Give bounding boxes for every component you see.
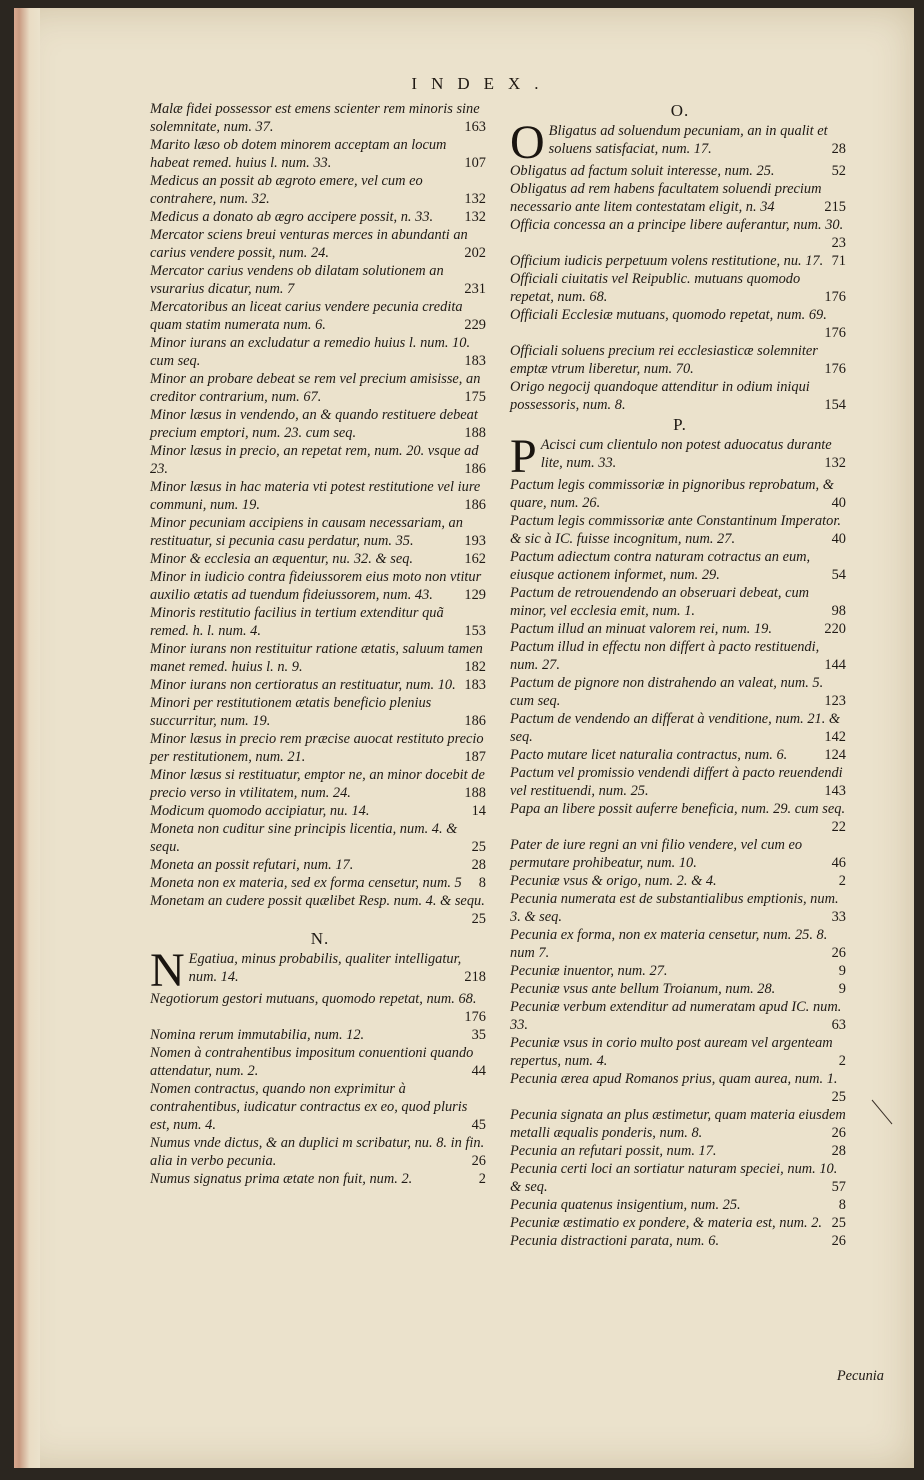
index-entry-text: Pactum legis commissoriæ in pignoribus reprobatum, & quare, num. 26. xyxy=(510,477,834,511)
index-entry xyxy=(510,1160,850,1196)
index-entry-text: Negotiorum gestori mutuans, quomodo repetat, num. 68. xyxy=(150,991,477,1007)
index-entry xyxy=(510,980,850,998)
right-column xyxy=(510,100,850,1250)
index-page-number: 2 xyxy=(838,1053,846,1069)
index-entry-text: Officiali Ecclesiæ mutuans, quomodo repetat, num. 69. xyxy=(510,307,827,323)
index-page-number: 54 xyxy=(831,567,846,583)
index-page-number: 40 xyxy=(831,495,846,511)
index-page-number: 26 xyxy=(831,945,846,961)
index-entry-text: Minor in iudicio contra fideiussorem eius moto non vtitur auxilio ætatis ad tuendum fideiussorem, num. 43. xyxy=(150,569,482,603)
index-entry-text: Numus vnde dictus, & an duplici m scribatur, nu. 8. in fin. alia in verbo pecunia. xyxy=(150,1135,485,1169)
index-entry-text: Nomen à contrahentibus impositum conuentioni quando attendatur, num. 2. xyxy=(150,1045,474,1079)
index-entry xyxy=(510,476,850,512)
index-entry-text: Moneta non cuditur sine principis licentia, num. 4. & sequ. xyxy=(150,821,458,855)
index-entry-text: Minor læsus si restituatur, emptor ne, an minor docebit de precio verso in vtilitatem, num. 24. xyxy=(150,767,485,801)
index-entry xyxy=(150,820,490,856)
index-entry xyxy=(150,568,490,604)
index-entry xyxy=(510,180,850,216)
index-entry xyxy=(510,162,850,180)
index-page-number: 25 xyxy=(471,911,486,927)
index-entry-text: Bligatus ad soluendum pecuniam, an in qualit et soluens satisfaciat, num. 17. xyxy=(548,123,828,157)
index-page-number: 45 xyxy=(471,1117,486,1133)
index-page-number: 218 xyxy=(464,969,486,985)
index-page-number: 188 xyxy=(464,425,486,441)
index-entry xyxy=(150,550,490,568)
index-entry xyxy=(150,1044,490,1080)
index-entry xyxy=(150,802,490,820)
index-entry xyxy=(150,676,490,694)
index-page-number: 8 xyxy=(838,1197,846,1213)
catchword: Pecunia xyxy=(836,1368,884,1384)
index-entry-text: Papa an libere possit auferre beneficia, num. 29. cum seq. xyxy=(510,801,846,817)
index-entry-text: Medicus an possit ab ægroto emere, vel cum eo contrahere, num. 32. xyxy=(150,173,423,207)
index-entry-text: Minoris restitutio facilius in tertium extenditur quã remed. h. l. num. 4. xyxy=(150,605,444,639)
index-entry xyxy=(510,430,850,483)
index-page-number: 186 xyxy=(464,713,486,729)
index-entry xyxy=(510,116,850,169)
index-entry xyxy=(150,1026,490,1044)
index-entry xyxy=(510,1034,850,1070)
index-entry-text: Mercator sciens breui venturas merces in abundanti an carius vendere possit, num. 24. xyxy=(150,227,468,261)
index-entry-text: Origo negocij quandoque attenditur in odium iniqui possessoris, num. 8. xyxy=(510,379,810,413)
index-entry xyxy=(150,478,490,514)
index-page-number: 25 xyxy=(471,839,486,855)
index-entry xyxy=(510,1106,850,1142)
index-entry xyxy=(150,604,490,640)
index-entry xyxy=(510,926,850,962)
index-entry-text: Pactum de pignore non distrahendo an valeat, num. 5. cum seq. xyxy=(510,675,824,709)
index-page-number: 98 xyxy=(831,603,846,619)
page-spine-edge xyxy=(14,8,40,1468)
index-entry-text: Obligatus ad factum soluit interesse, num. 25. xyxy=(510,163,775,179)
index-entry xyxy=(510,764,850,800)
index-entry-text: Acisci cum clientulo non potest aduocatus durante lite, num. 33. xyxy=(540,437,832,471)
index-entry xyxy=(510,710,850,746)
index-page-number: 44 xyxy=(471,1063,486,1079)
index-entry xyxy=(510,1070,850,1106)
index-entry xyxy=(150,262,490,298)
index-entry xyxy=(510,638,850,674)
index-entry-text: Monetam an cudere possit quælibet Resp. num. 4. & sequ. xyxy=(150,893,485,909)
section-heading-n: N. xyxy=(310,929,330,948)
index-entry xyxy=(150,640,490,676)
index-page-number: 23 xyxy=(831,235,846,251)
index-entry-text: Nomen contractus, quando non exprimitur à contrahentibus, iudicatur contractus ex eo, quod pluris est, num. 4. xyxy=(150,1081,468,1133)
index-entry xyxy=(150,892,490,928)
index-entry-text: Officia concessa an a principe libere auferantur, num. 30. xyxy=(510,217,844,233)
index-entry-text: Pactum de vendendo an differat à venditione, num. 21. & seq. xyxy=(510,711,841,745)
index-page-number: 162 xyxy=(464,551,486,567)
index-entry-text: Egatiua, minus probabilis, qualiter intelligatur, num. 14. xyxy=(188,951,462,985)
index-page-number: 2 xyxy=(478,1171,486,1187)
index-page-number: 129 xyxy=(464,587,486,603)
index-entry-text: Minor iurans non restituitur ratione ætatis, saluum tamen manet remed. huius l. n. 9. xyxy=(150,641,483,675)
section-heading-p: P. xyxy=(673,415,687,434)
index-entry-text: Medicus a donato ab ægro accipere possit, n. 33. xyxy=(150,209,434,225)
index-entry-text: Minor & ecclesia an æquentur, nu. 32. & seq. xyxy=(150,551,414,567)
index-page-number: 26 xyxy=(471,1153,486,1169)
index-entry xyxy=(150,514,490,550)
index-entry xyxy=(150,172,490,208)
index-page-number: 25 xyxy=(831,1215,846,1231)
index-entry xyxy=(510,1196,850,1214)
index-entry-text: Pecunia ærea apud Romanos prius, quam aurea, num. 1. xyxy=(510,1071,838,1087)
index-page-number: 176 xyxy=(824,289,846,305)
left-column xyxy=(150,100,490,1188)
index-page-number: 182 xyxy=(464,659,486,675)
index-entry xyxy=(150,730,490,766)
index-page-number: 186 xyxy=(464,461,486,477)
index-entry-text: Marito læso ob dotem minorem acceptam an locum habeat remed. huius l. num. 33. xyxy=(150,137,447,171)
index-entry-text: Pecunia distractioni parata, num. 6. xyxy=(510,1233,720,1249)
section-heading-o: O. xyxy=(670,101,690,120)
index-entry-text: Pecunia an refutari possit, num. 17. xyxy=(510,1143,717,1159)
index-page-number: 26 xyxy=(831,1125,846,1141)
index-page-number: 25 xyxy=(831,1089,846,1105)
index-page-number: 142 xyxy=(824,729,846,745)
index-page-number: 124 xyxy=(824,747,846,763)
index-entry-text: Pactum adiectum contra naturam cotractus an eum, eiusque actionem informet, num. 29. xyxy=(510,549,811,583)
drop-cap-initial: N xyxy=(150,944,185,997)
index-entry-text: Moneta an possit refutari, num. 17. xyxy=(150,857,354,873)
index-entry xyxy=(150,874,490,892)
index-page-number: 154 xyxy=(824,397,846,413)
index-page-number: 2 xyxy=(838,873,846,889)
index-page-number: 186 xyxy=(464,497,486,513)
index-entry-text: Pecuniæ vsus & origo, num. 2. & 4. xyxy=(510,873,717,889)
index-page-number: 229 xyxy=(464,317,486,333)
index-entry xyxy=(150,406,490,442)
index-entry xyxy=(150,370,490,406)
index-entry xyxy=(510,584,850,620)
index-entry-text: Pecunia certi loci an sortiatur naturam speciei, num. 10. & seq. xyxy=(510,1161,838,1195)
index-entry xyxy=(150,990,490,1026)
index-entry-text: Pactum illud in effectu non differt à pacto restituendi, num. 27. xyxy=(510,639,820,673)
index-entry-text: Minor læsus in precio, an repetat rem, num. 20. vsque ad 23. xyxy=(150,443,479,477)
index-entry-text: Minori per restitutionem ætatis beneficio plenius succurritur, num. 19. xyxy=(150,695,432,729)
index-entry-text: Minor an probare debeat se rem vel precium amisisse, an creditor contrarium, num. 67. xyxy=(150,371,481,405)
index-page-number: 175 xyxy=(464,389,486,405)
index-page-number: 176 xyxy=(824,325,846,341)
index-entry-text: Pecunia signata an plus æstimetur, quam materia eiusdem metalli æqualis ponderis, num. 8. xyxy=(510,1107,846,1141)
index-page-number: 46 xyxy=(831,855,846,871)
index-entry xyxy=(510,872,850,890)
index-entry xyxy=(510,378,850,414)
index-entry-text: Modicum quomodo accipiatur, nu. 14. xyxy=(150,803,370,819)
index-page-number: 188 xyxy=(464,785,486,801)
index-page-number: 9 xyxy=(838,963,846,979)
index-page-number: 193 xyxy=(464,533,486,549)
index-entry-text: Minor pecuniam accipiens in causam necessariam, an restituatur, si pecunia casu perdatur, num. 35. xyxy=(150,515,463,549)
index-entry-text: Pecuniæ vsus in corio multo post auream vel argenteam repertus, num. 4. xyxy=(510,1035,833,1069)
index-entry-text: Pecunia numerata est de substantialibus emptionis, num. 3. & seq. xyxy=(510,891,839,925)
index-page-number: 123 xyxy=(824,693,846,709)
index-entry xyxy=(150,856,490,874)
index-entry xyxy=(150,442,490,478)
index-page-number: 22 xyxy=(831,819,846,835)
index-entry-text: Pactum de retrouendendo an obseruari debeat, cum minor, vel ecclesia emit, num. 1. xyxy=(510,585,810,619)
index-page-number: 153 xyxy=(464,623,486,639)
index-entry-text: Pecuniæ vsus ante bellum Troianum, num. 28. xyxy=(510,981,776,997)
index-entry-text: Minor iurans non certioratus an restituatur, num. 10. xyxy=(150,677,456,693)
index-entry-text: Pecuniæ inuentor, num. 27. xyxy=(510,963,668,979)
index-entry-text: Pecuniæ verbum extenditur ad numeratam apud IC. num. 33. xyxy=(510,999,842,1033)
index-entry xyxy=(150,1170,490,1188)
index-entry xyxy=(510,962,850,980)
index-entry-text: Pactum illud an minuat valorem rei, num. 19. xyxy=(510,621,772,637)
index-entry xyxy=(510,1214,850,1232)
index-entry xyxy=(150,226,490,262)
index-page-number: 132 xyxy=(464,209,486,225)
index-entry xyxy=(150,766,490,802)
index-entry xyxy=(510,746,850,764)
index-page-number: 35 xyxy=(471,1027,486,1043)
index-entry xyxy=(510,548,850,584)
index-page-number: 187 xyxy=(464,749,486,765)
index-entry-text: Moneta non ex materia, sed ex forma censetur, num. 5 xyxy=(150,875,462,891)
index-entry-text: Officiali soluens precium rei ecclesiasticæ solemniter emptæ vtrum liberetur, num. 70. xyxy=(510,343,818,377)
index-page-number: 63 xyxy=(831,1017,846,1033)
index-entry xyxy=(510,306,850,342)
index-page-number: 14 xyxy=(471,803,486,819)
index-entry-text: Pacto mutare licet naturalia contractus, num. 6. xyxy=(510,747,788,763)
index-entry-text: Pecunia quatenus insigentium, num. 25. xyxy=(510,1197,741,1213)
index-entry-text: Minor læsus in precio rem præcise auocat restituto precio per restitutionem, num. 21. xyxy=(150,731,484,765)
margin-pen-mark xyxy=(870,1098,894,1126)
index-entry-text: Minor læsus in hac materia vti potest restitutione vel iure communi, num. 19. xyxy=(150,479,481,513)
index-entry xyxy=(510,890,850,926)
index-entry xyxy=(510,216,850,252)
index-page-number: 132 xyxy=(464,191,486,207)
index-entry xyxy=(150,100,490,136)
index-entry-text: Minor læsus in vendendo, an & quando restituere debeat precium emptori, num. 23. cum seq. xyxy=(150,407,478,441)
running-header: INDEX. xyxy=(411,74,553,93)
index-page-number: 220 xyxy=(824,621,846,637)
index-page-number: 144 xyxy=(824,657,846,673)
index-page-number: 71 xyxy=(831,253,846,269)
index-entry-text: Obligatus ad rem habens facultatem soluendi precium necessario ante litem contestatam eligit, n. 34 xyxy=(510,181,822,215)
drop-cap-initial: P xyxy=(510,430,537,483)
index-entry-text: Numus signatus prima ætate non fuit, num. 2. xyxy=(150,1171,413,1187)
index-page-number: 231 xyxy=(464,281,486,297)
index-entry-text: Mercatoribus an liceat carius vendere pecunia credita quam statim numerata num. 6. xyxy=(150,299,463,333)
index-entry xyxy=(150,694,490,730)
index-entry xyxy=(510,252,850,270)
index-entry-text: Pactum vel promissio vendendi differt à pacto reuendendi vel restituendi, num. 25. xyxy=(510,765,843,799)
index-entry xyxy=(510,998,850,1034)
index-entry-text: Mercator carius vendens ob dilatam solutionem an vsurarius dicatur, num. 7 xyxy=(150,263,444,297)
index-page-number: 26 xyxy=(831,1233,846,1249)
index-entry-text: Officium iudicis perpetuum volens restitutione, nu. 17. xyxy=(510,253,824,269)
index-page-number: 28 xyxy=(831,1143,846,1159)
index-entry xyxy=(510,270,850,306)
index-page-number: 8 xyxy=(478,875,486,891)
index-entry xyxy=(150,136,490,172)
index-entry-text: Pecuniæ æstimatio ex pondere, & materia est, num. 2. xyxy=(510,1215,823,1231)
index-page-number: 28 xyxy=(831,141,846,157)
index-page-number: 176 xyxy=(824,361,846,377)
index-entry xyxy=(150,1134,490,1170)
index-entry xyxy=(150,298,490,334)
index-entry-text: Officiali ciuitatis vel Reipublic. mutuans quomodo repetat, num. 68. xyxy=(510,271,801,305)
index-entry-text: Malæ fidei possessor est emens scienter rem minoris sine solemnitate, num. 37. xyxy=(150,101,480,135)
index-page-number: 107 xyxy=(464,155,486,171)
index-page-number: 163 xyxy=(464,119,486,135)
index-entry-text: Pactum legis commissoriæ ante Constantinum Imperator. & sic à IC. fuisse incognitum, num. 27. xyxy=(510,513,841,547)
index-page-number: 183 xyxy=(464,677,486,693)
index-page-number: 176 xyxy=(464,1009,486,1025)
index-entry xyxy=(510,1232,850,1250)
index-entry xyxy=(150,208,490,226)
index-entry-text: Pecunia ex forma, non ex materia censetur, num. 25. 8. num 7. xyxy=(510,927,828,961)
index-entry xyxy=(510,800,850,836)
index-entry xyxy=(150,334,490,370)
index-page-number: 40 xyxy=(831,531,846,547)
index-page-number: 183 xyxy=(464,353,486,369)
index-page-number: 132 xyxy=(824,455,846,471)
index-entry-text: Minor iurans an excludatur a remedio huius l. num. 10. cum seq. xyxy=(150,335,471,369)
index-entry xyxy=(150,1080,490,1134)
index-entry xyxy=(510,512,850,548)
index-entry xyxy=(510,1142,850,1160)
index-entry xyxy=(510,342,850,378)
index-page-number: 143 xyxy=(824,783,846,799)
index-entry-text: Nomina rerum immutabilia, num. 12. xyxy=(150,1027,365,1043)
index-page-number: 52 xyxy=(831,163,846,179)
index-entry xyxy=(150,944,490,997)
index-page-number: 33 xyxy=(831,909,846,925)
index-page-number: 9 xyxy=(838,981,846,997)
index-entry xyxy=(510,674,850,710)
index-entry-text: Pater de iure regni an vni filio vendere, vel cum eo permutare prohibeatur, num. 10. xyxy=(510,837,803,871)
drop-cap-initial: O xyxy=(510,116,545,169)
index-page-number: 202 xyxy=(464,245,486,261)
index-page-number: 215 xyxy=(824,199,846,215)
index-entry xyxy=(510,620,850,638)
index-entry xyxy=(510,836,850,872)
index-page-number: 28 xyxy=(471,857,486,873)
index-page-number: 57 xyxy=(831,1179,846,1195)
